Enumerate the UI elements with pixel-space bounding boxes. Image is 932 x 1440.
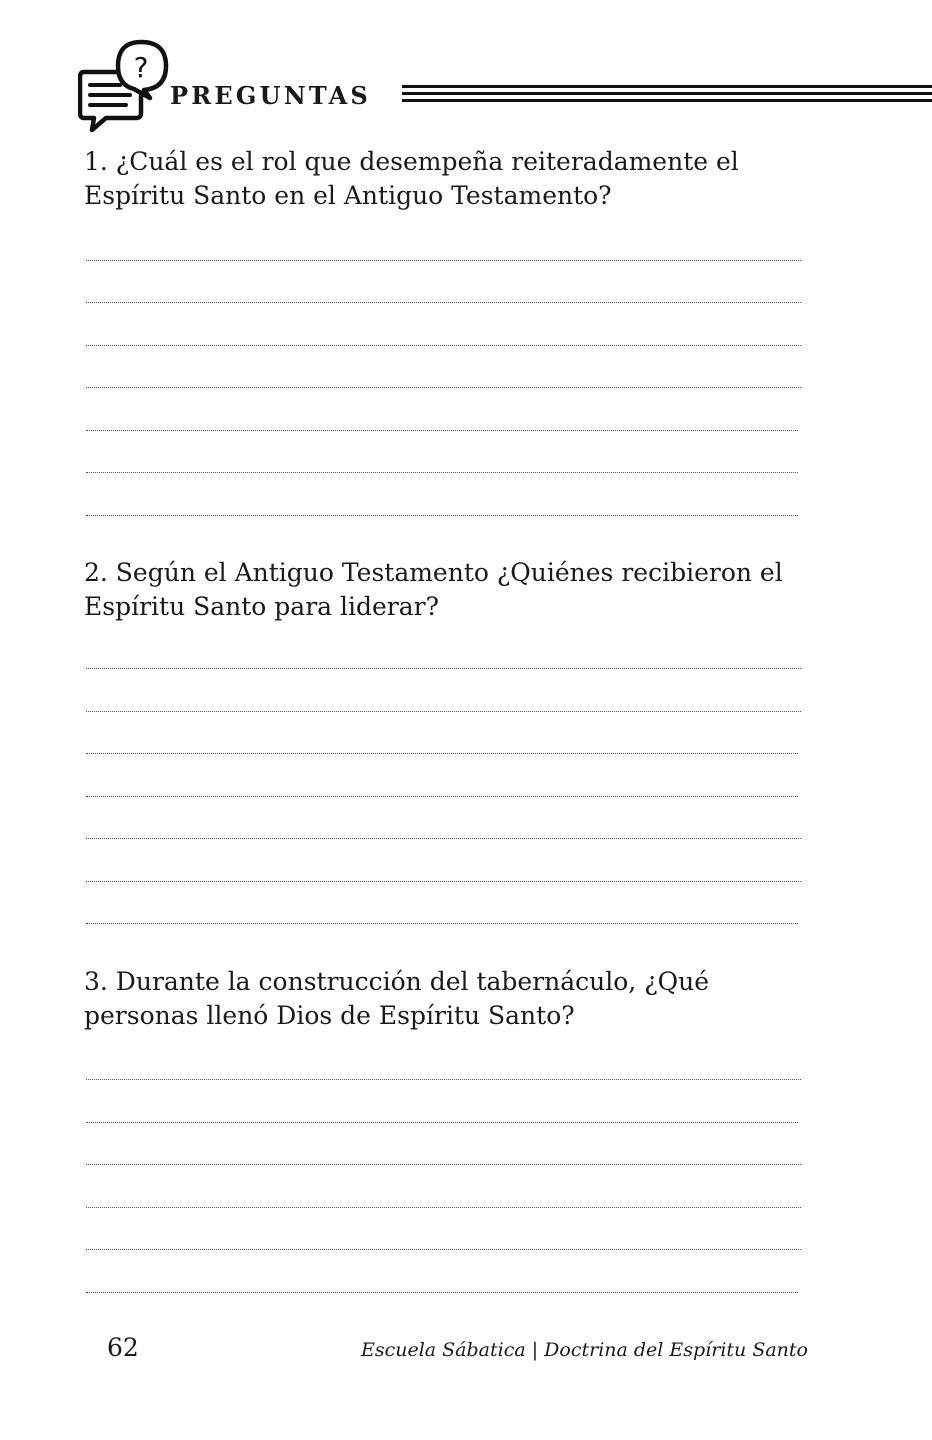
answer-line[interactable] (86, 515, 798, 516)
svg-text:?: ? (133, 51, 149, 84)
answer-line[interactable] (86, 796, 798, 797)
answer-line[interactable] (86, 1164, 801, 1165)
header-rule (402, 85, 932, 105)
answer-line[interactable] (86, 430, 798, 431)
answer-line[interactable] (86, 302, 801, 303)
section-header (78, 38, 932, 138)
question-2: 2. Según el Antiguo Testamento ¿Quiénes recibieron el Espíritu Santo para liderar? (84, 558, 783, 621)
answer-line[interactable] (86, 260, 801, 261)
answer-line[interactable] (86, 472, 798, 473)
answer-line[interactable] (86, 923, 798, 924)
running-footer: Escuela Sábatica | Doctrina del Espíritu Santo (360, 1339, 808, 1361)
answer-line[interactable] (86, 881, 801, 882)
answer-line[interactable] (86, 1079, 801, 1080)
section-title: PREGUNTAS (170, 81, 371, 110)
answer-line[interactable] (86, 345, 801, 346)
answer-line[interactable] (86, 1207, 801, 1208)
answer-line[interactable] (86, 838, 801, 839)
answer-line[interactable] (86, 1249, 801, 1250)
answer-line[interactable] (86, 753, 798, 754)
answer-line[interactable] (86, 711, 801, 712)
question-chat-icon (78, 38, 170, 134)
answer-line[interactable] (86, 1122, 798, 1123)
answer-line[interactable] (86, 1292, 798, 1293)
question-3: 3. Durante la construcción del tabernáculo, ¿Qué personas llenó Dios de Espíritu Santo? (84, 967, 709, 1030)
answer-line[interactable] (86, 387, 801, 388)
answer-line[interactable] (86, 668, 801, 669)
page-number: 62 (107, 1333, 139, 1362)
question-1: 1. ¿Cuál es el rol que desempeña reiteradamente el Espíritu Santo en el Antiguo Testamento? (84, 147, 739, 210)
